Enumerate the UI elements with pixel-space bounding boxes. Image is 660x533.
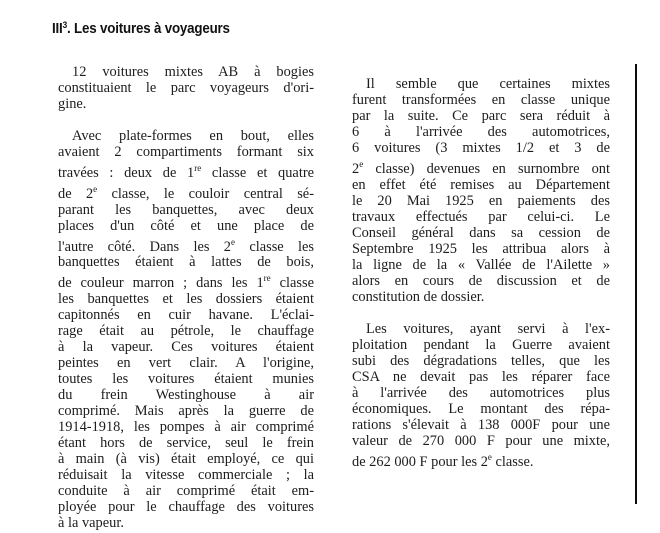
text-line: constituaient le parc voyageurs d'ori- bbox=[58, 80, 314, 96]
text-line: de couleur marron ; dans les 1re classe bbox=[58, 273, 314, 292]
text-line: comprimé. Mais après la guerre de bbox=[58, 403, 314, 420]
section-heading bbox=[52, 19, 230, 37]
text-line: rage était au pétrole, le chauffage bbox=[58, 323, 314, 340]
paragraph bbox=[58, 64, 314, 112]
paragraph bbox=[352, 321, 610, 470]
text-line: par la suite. Ce parc sera réduit à bbox=[352, 108, 610, 124]
text-line: étant hors de service, seul le frein bbox=[58, 435, 314, 452]
text-line: CSA ne devait pas les réparer face bbox=[352, 368, 610, 385]
text-line: travées : deux de 1re classe et quatre bbox=[58, 163, 314, 181]
section-number: III bbox=[52, 20, 63, 37]
text-line: du frein Westinghouse à air bbox=[58, 387, 314, 404]
text-line: valeur de 270 000 F pour une mixte, bbox=[352, 432, 610, 449]
text-line: places d'un côté et une place de bbox=[58, 217, 314, 234]
text-line: 6 voitures (3 mixtes 1/2 et 3 de bbox=[352, 140, 610, 156]
text-line: de 262 000 F pour les 2e classe. bbox=[352, 451, 534, 470]
section-number-sup: 3 bbox=[62, 20, 68, 30]
text-line: à main (à vis) était employé, ce qui bbox=[58, 451, 314, 468]
text-line: à la vapeur. bbox=[58, 515, 124, 532]
text-line: Septembre 1925 les attribua alors à bbox=[352, 240, 610, 257]
text-line: ploitation pendant la Guerre avaient bbox=[352, 336, 610, 353]
left-column bbox=[58, 64, 314, 531]
text-line: les banquettes et les dossiers étaient bbox=[58, 291, 314, 308]
text-line: 6 à l'arrivée des automotrices, bbox=[352, 124, 610, 140]
text-line: réduisait la vitesse commerciale ; la bbox=[58, 467, 314, 484]
text-line: 1914-1918, les pompes à air comprimé bbox=[58, 419, 314, 436]
text-line: le 20 Mai 1925 en paiements des bbox=[352, 192, 610, 209]
text-line: économiques. Le montant des répa- bbox=[352, 400, 610, 417]
text-line: 2e classe) devenues en surnombre ont bbox=[352, 159, 610, 177]
text-line: de 2e classe, le couloir central sé- bbox=[58, 183, 314, 202]
margin-rule bbox=[635, 64, 637, 504]
text-line: toutes les voitures étaient munies bbox=[58, 371, 314, 388]
text-line: furent transformées en classe unique bbox=[352, 92, 610, 108]
text-line: peintes en vert clair. A l'origine, bbox=[58, 355, 314, 372]
section-title: . Les voitures à voyageurs bbox=[67, 20, 230, 37]
text-line: en effet été remises au Département bbox=[352, 176, 610, 193]
text-line: la ligne de la « Vallée de l'Ailette » bbox=[352, 256, 610, 273]
paragraph bbox=[352, 76, 610, 305]
text-line: avaient 2 compartiments formant six bbox=[58, 144, 314, 160]
text-line: ployée pour le chauffage des voitures bbox=[58, 499, 314, 516]
text-line: rations s'élevait à 138 000F pour une bbox=[352, 416, 610, 433]
text-line: l'autre côté. Dans les 2e classe les bbox=[58, 236, 314, 255]
text-line: à l'arrivée des automotrices plus bbox=[352, 384, 610, 401]
text-line: alors en cours de discussion et de bbox=[352, 272, 610, 289]
text-line: conduite à air comprimé était em- bbox=[58, 483, 314, 500]
text-line: Les voitures, ayant servi à l'ex- bbox=[366, 320, 610, 337]
text-line: à la vapeur. Ces voitures étaient bbox=[58, 339, 314, 356]
text-line: subi des dégradations telles, que les bbox=[352, 352, 610, 369]
text-line: Il semble que certaines mixtes bbox=[366, 76, 610, 92]
right-column bbox=[352, 76, 610, 470]
text-line: 12 voitures mixtes AB à bogies bbox=[72, 64, 314, 80]
text-line: gine. bbox=[58, 96, 87, 112]
text-line: Conseil général dans sa cession de bbox=[352, 224, 610, 241]
text-line: travaux effectués par celui-ci. Le bbox=[352, 208, 610, 225]
text-line: parant les banquettes, avec deux bbox=[58, 201, 314, 218]
paragraph bbox=[58, 128, 314, 531]
text-line: Avec plate-formes en bout, elles bbox=[72, 128, 314, 144]
text-line: constitution de dossier. bbox=[352, 288, 485, 305]
text-line: banquettes étaient à lattes de bois, bbox=[58, 254, 314, 271]
text-line: capitonnés en cuir havane. L'éclai- bbox=[58, 307, 314, 324]
